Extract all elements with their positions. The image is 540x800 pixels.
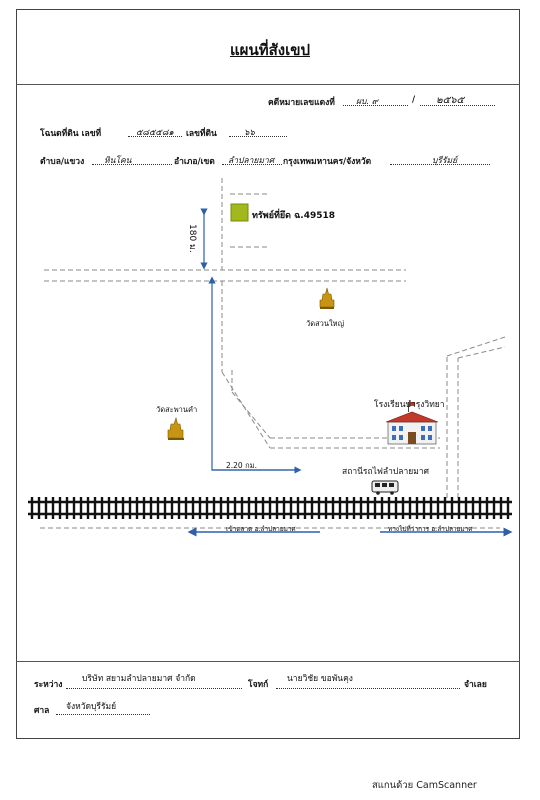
temple-icon bbox=[320, 288, 334, 309]
horizontal-distance-label: 2.20 กม. bbox=[226, 461, 257, 470]
province-value: บุรีรัมย์ bbox=[432, 156, 458, 166]
province-label: กรุงเทพมหานคร/จังหวัด bbox=[283, 157, 372, 167]
land-number-label: เลขที่ดิน bbox=[186, 129, 217, 139]
temple-icon bbox=[168, 418, 184, 440]
defendant-role: จำเลย bbox=[464, 680, 487, 690]
property-label: ทรัพย์ที่ยึด ฉ.49518 bbox=[252, 211, 336, 221]
route-arrow bbox=[212, 280, 298, 470]
amphoe-label: อำเภอ/เขต bbox=[174, 157, 215, 167]
temple-2-label: วัดสะพานคำ bbox=[156, 405, 198, 414]
railway-track bbox=[28, 497, 512, 519]
between-label: ระหว่าง bbox=[34, 680, 63, 690]
case-number-value: ผบ. ๙ bbox=[356, 97, 379, 107]
amphoe-value: ลำปลายมาศ bbox=[228, 156, 275, 166]
plaintiff-role: โจทก์ bbox=[248, 680, 269, 690]
left-arrow-label: เข้าตลาด อ.ลำปลายมาศ bbox=[226, 525, 296, 533]
right-arrow-label: ทางไปที่ว่าการ อ.ลำปลายมาศ bbox=[388, 525, 473, 533]
temple-1-label: วัดสวนใหญ่ bbox=[306, 319, 344, 328]
page-title: แผนที่สังเขป bbox=[230, 41, 310, 59]
road-network bbox=[44, 178, 505, 498]
property-marker bbox=[231, 204, 248, 221]
plaintiff-dots bbox=[66, 688, 242, 689]
defendant-name: นายวิชัย ขอพันคุง bbox=[287, 674, 353, 684]
plaintiff-name: บริษัท สยามลำปลายมาศ จำกัด bbox=[82, 674, 196, 684]
deed-value: ๕๘๕๕๘๑ bbox=[136, 128, 174, 138]
deed-label: โฉนดที่ดิน เลขที่ bbox=[40, 129, 102, 139]
train-icon bbox=[372, 481, 398, 495]
school-label: โรงเรียนบำรุงวิทยา bbox=[374, 400, 445, 410]
tambon-value: หินโคน bbox=[104, 156, 132, 166]
defendant-dots bbox=[276, 688, 460, 689]
vertical-distance-label: 180 ม. bbox=[187, 224, 197, 253]
station-label: สถานีรถไฟลำปลายมาศ bbox=[342, 467, 430, 477]
court-value: จังหวัดบุรีรัมย์ bbox=[66, 702, 117, 712]
scanner-watermark: สแกนด้วย CamScanner bbox=[372, 780, 477, 791]
case-year-value: ๒๕๖๕ bbox=[436, 95, 465, 106]
case-slash: / bbox=[412, 95, 416, 105]
land-number-value: ๖๖ bbox=[244, 128, 255, 138]
case-number-label: คดีหมายเลขแดงที่ bbox=[268, 98, 335, 108]
court-dots bbox=[56, 714, 150, 715]
court-label: ศาล bbox=[34, 706, 50, 716]
tambon-label: ตำบล/แขวง bbox=[40, 157, 85, 167]
